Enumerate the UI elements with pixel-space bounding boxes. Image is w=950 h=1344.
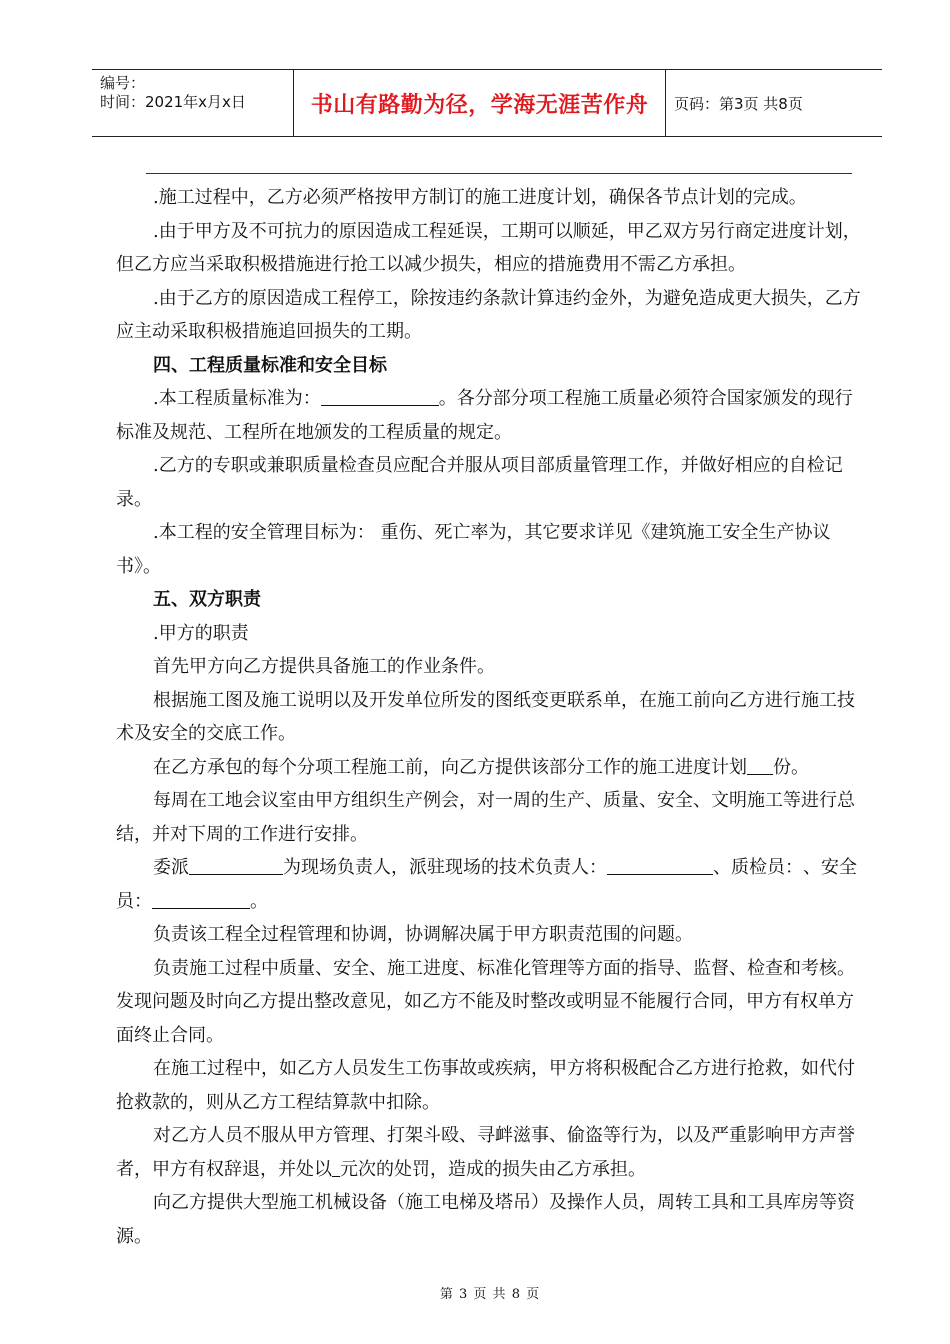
fill-in-blank [607,854,713,875]
paragraph-penalty [116,1119,862,1186]
paragraph: 负责施工过程中质量、安全、施工进度、标准化管理等方面的指导、监督、检查和考核。发现问题及时向乙方提出整改意见，如乙方不能及时整改或明显不能履行合同，甲方有权单方面终止合同。 [116,957,855,1046]
text-run: 、安全员： [116,857,857,912]
paragraph-appointments [116,851,862,918]
header-meta [92,70,293,136]
page-footer: 第 3 页 共 8 页 [439,1287,541,1302]
top-rule [146,173,852,174]
paragraph: .施工过程中，乙方必须严格按甲方制订的施工进度计划，确保各节点计划的完成。 [153,187,807,208]
text-run: 在乙方承包的每个分项工程施工前，向乙方提供该部分工作的施工进度计划 [153,756,747,778]
text-run: 元次的处罚，造成的损失由乙方承担。 [340,1158,646,1180]
header-page-info: 页码：第3页 共8页 [674,94,803,113]
fill-in-blank [321,385,439,406]
fill-in-blank [747,754,773,775]
paragraph-schedule [116,751,862,785]
text-run: 、质检员： [713,857,803,878]
paragraph: .由于乙方的原因造成工程停工，除按违约条款计算违约金外，为避免造成更大损失，乙方应主动采取积极措施追回损失的工期。 [116,287,861,342]
paragraph: 首先甲方向乙方提供具备施工的作业条件。 [153,656,495,677]
fill-in-blank [332,1156,340,1177]
text-run: 委派 [153,857,189,878]
paragraph: 负责该工程全过程管理和协调，协调解决属于甲方职责范围的问题。 [153,924,693,945]
document-time-label: 时间：2021年x月x日 [100,93,246,111]
text-run: 。各分部分项工程施工质量必须符合国家颁发的现行标准及规范、工程所在地颁发的工程质量的规定。 [116,388,853,443]
section-heading-4: 四、工程质量标准和安全目标 [153,354,387,376]
paragraph: 在施工过程中，如乙方人员发生工伤事故或疾病，甲方将积极配合乙方进行抢救，如代付抢救款的，则从乙方工程结算款中扣除。 [116,1058,855,1113]
text-run: 份。 [773,756,809,778]
text-run: 为现场负责人，派驻现场的技术负责人： [283,857,607,878]
paragraph: .乙方的专职或兼职质量检查员应配合并服从项目部质量管理工作，并做好相应的自检记录。 [116,455,843,510]
fill-in-blank [152,888,250,909]
header-motto: 书山有路勤为径，学海无涯苦作舟 [310,92,649,118]
section-heading-5: 五、双方职责 [153,589,261,610]
document-body [116,181,862,1253]
paragraph: .由于甲方及不可抗力的原因造成工程延误，工期可以顺延，甲乙双方另行商定进度计划，但乙方应当采取积极措施进行抢工以减少损失，相应的措施费用不需乙方承担。 [116,220,861,275]
paragraph: 每周在工地会议室由甲方组织生产例会，对一周的生产、质量、安全、文明施工等进行总结，并对下周的工作进行安排。 [116,790,855,845]
paragraph: 根据施工图及施工说明以及开发单位所发的图纸变更联系单，在施工前向乙方进行施工技术及安全的交底工作。 [116,689,855,744]
header-divider [665,70,666,136]
document-header [92,69,882,137]
text-run: 。 [250,890,268,912]
paragraph: .本工程的安全管理目标为： 重伤、死亡率为，其它要求详见《建筑施工安全生产协议书》。 [116,522,831,577]
text-run: .本工程质量标准为： [153,388,321,409]
fill-in-blank [189,854,283,875]
document-number-label: 编号： [100,74,146,92]
text-run: 对乙方人员不服从甲方管理、打架斗殴、寻衅滋事、偷盗等行为，以及严重影响甲方声誉者，甲方有权辞退，并处以 [116,1125,855,1180]
paragraph-quality-standard [116,382,862,449]
paragraph: .甲方的职责 [153,622,249,644]
paragraph: 向乙方提供大型施工机械设备（施工电梯及塔吊）及操作人员，周转工具和工具库房等资源。 [116,1192,855,1247]
